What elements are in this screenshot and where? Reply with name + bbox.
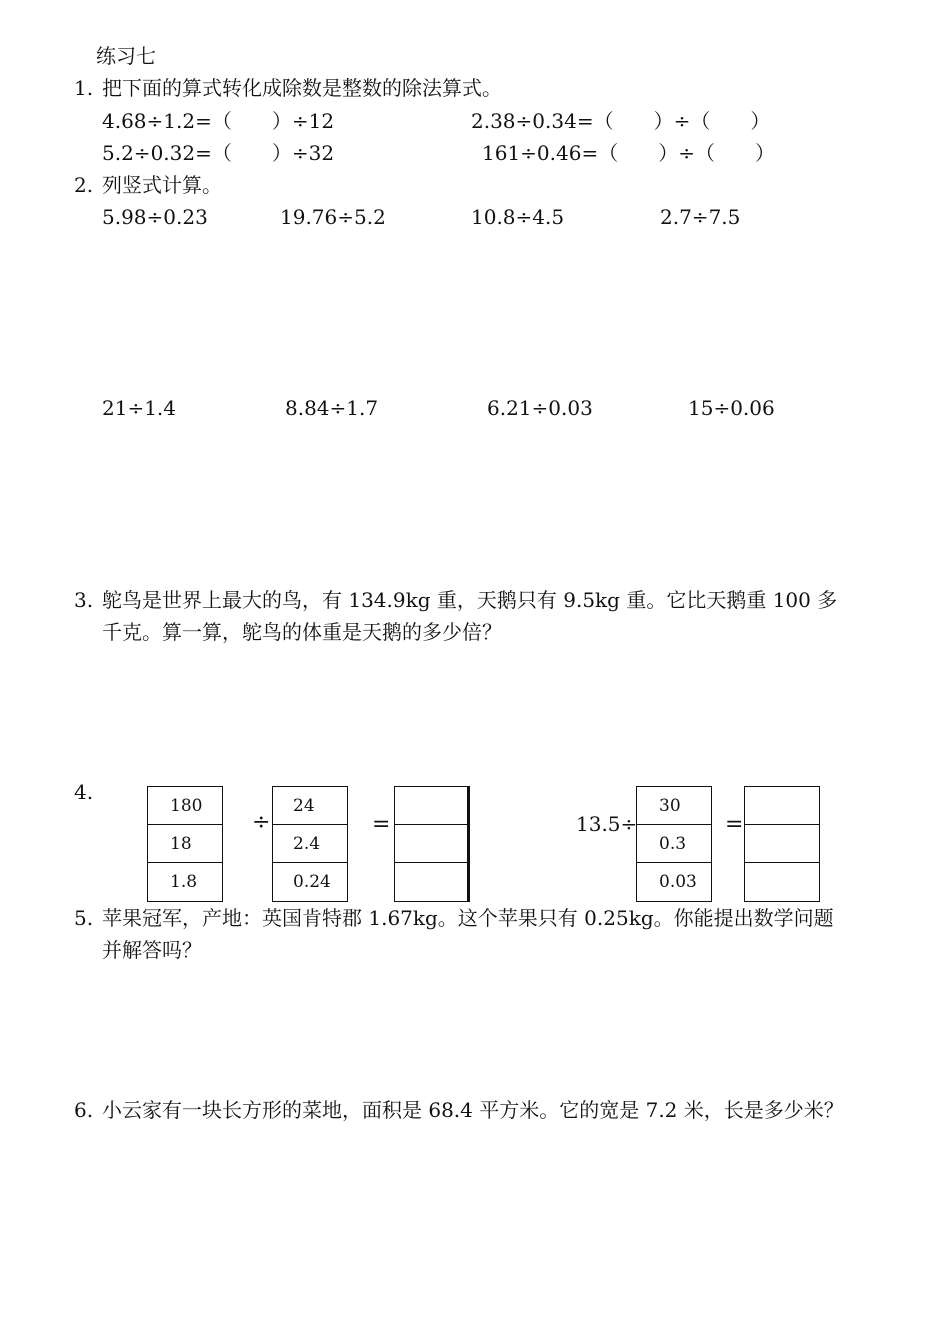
q4-dividend-cell: 180 [148, 787, 222, 825]
q5-line-2: 并解答吗？ [102, 938, 202, 962]
q5-line-1: 苹果冠军，产地：英国肯特郡 1.67kg。这个苹果只有 0.25kg。你能提出数学问题 [102, 906, 834, 930]
q2-expr: 5.98÷0.23 [102, 205, 208, 229]
q2-expr: 2.7÷7.5 [660, 205, 741, 229]
q2-expr: 6.21÷0.03 [487, 396, 593, 420]
q2-expr: 10.8÷4.5 [471, 205, 565, 229]
q4-divisor-column [272, 786, 348, 902]
q4-equals-sign: = [372, 812, 391, 837]
q4-divisor-cell: 2.4 [273, 825, 347, 863]
q4-divide-sign: ÷ [252, 810, 271, 835]
q2-number: 2. [74, 173, 94, 197]
q4-answer-column[interactable] [394, 786, 470, 902]
q2-expr: 19.76÷5.2 [280, 205, 386, 229]
q3-line-2: 千克。算一算，鸵鸟的体重是天鹅的多少倍？ [102, 620, 502, 644]
q4-answer-cell[interactable] [745, 787, 819, 825]
q4-answer-cell[interactable] [395, 787, 467, 825]
q2-expr: 8.84÷1.7 [285, 396, 379, 420]
q3-number: 3. [74, 588, 94, 612]
q1-item-1: 4.68÷1.2=（ ）÷12 [102, 109, 335, 133]
q1-text: 把下面的算式转化成除数是整数的除法算式。 [102, 76, 502, 100]
q4-right-divisor-cell: 0.3 [637, 825, 711, 863]
q4-divisor-cell: 24 [273, 787, 347, 825]
q4-answer-cell[interactable] [395, 863, 467, 901]
q6-number: 6. [74, 1098, 94, 1122]
q2-expr: 21÷1.4 [102, 396, 177, 420]
q4-answer-cell[interactable] [745, 863, 819, 901]
q3-line-1: 鸵鸟是世界上最大的鸟，有 134.9kg 重，天鹅只有 9.5kg 重。它比天鹅重 100 多 [102, 588, 838, 612]
q1-number: 1. [74, 76, 94, 100]
q1-item-4: 161÷0.46=（ ）÷（ ） [482, 141, 775, 165]
q4-divisor-cell: 0.24 [293, 872, 331, 892]
q4-dividend-cell: 1.8 [170, 872, 198, 892]
q4-right-divisor-cell: 0.03 [659, 872, 697, 892]
q4-right-divisor-cell: 30 [637, 787, 711, 825]
q4-dividend-cell: 18 [148, 825, 222, 863]
q4-dividend-column [147, 786, 223, 902]
q1-item-3: 5.2÷0.32=（ ）÷32 [102, 141, 335, 165]
q4-right-answer-column[interactable] [744, 786, 820, 902]
q4-answer-cell[interactable] [745, 825, 819, 863]
page-title: 练习七 [96, 44, 156, 68]
q2-expr: 15÷0.06 [688, 396, 775, 420]
q5-number: 5. [74, 906, 94, 930]
q4-answer-cell[interactable] [395, 825, 467, 863]
q4-right-divisor-column [636, 786, 712, 902]
q1-item-2: 2.38÷0.34=（ ）÷（ ） [471, 109, 771, 133]
q6-text: 小云家有一块长方形的菜地，面积是 68.4 平方米。它的宽是 7.2 米，长是多少米？ [102, 1098, 844, 1122]
q4-number: 4. [74, 780, 94, 804]
q4-right-prefix: 13.5÷ [576, 812, 638, 836]
q2-text: 列竖式计算。 [102, 173, 222, 197]
q4-right-equals-sign: = [725, 812, 744, 837]
